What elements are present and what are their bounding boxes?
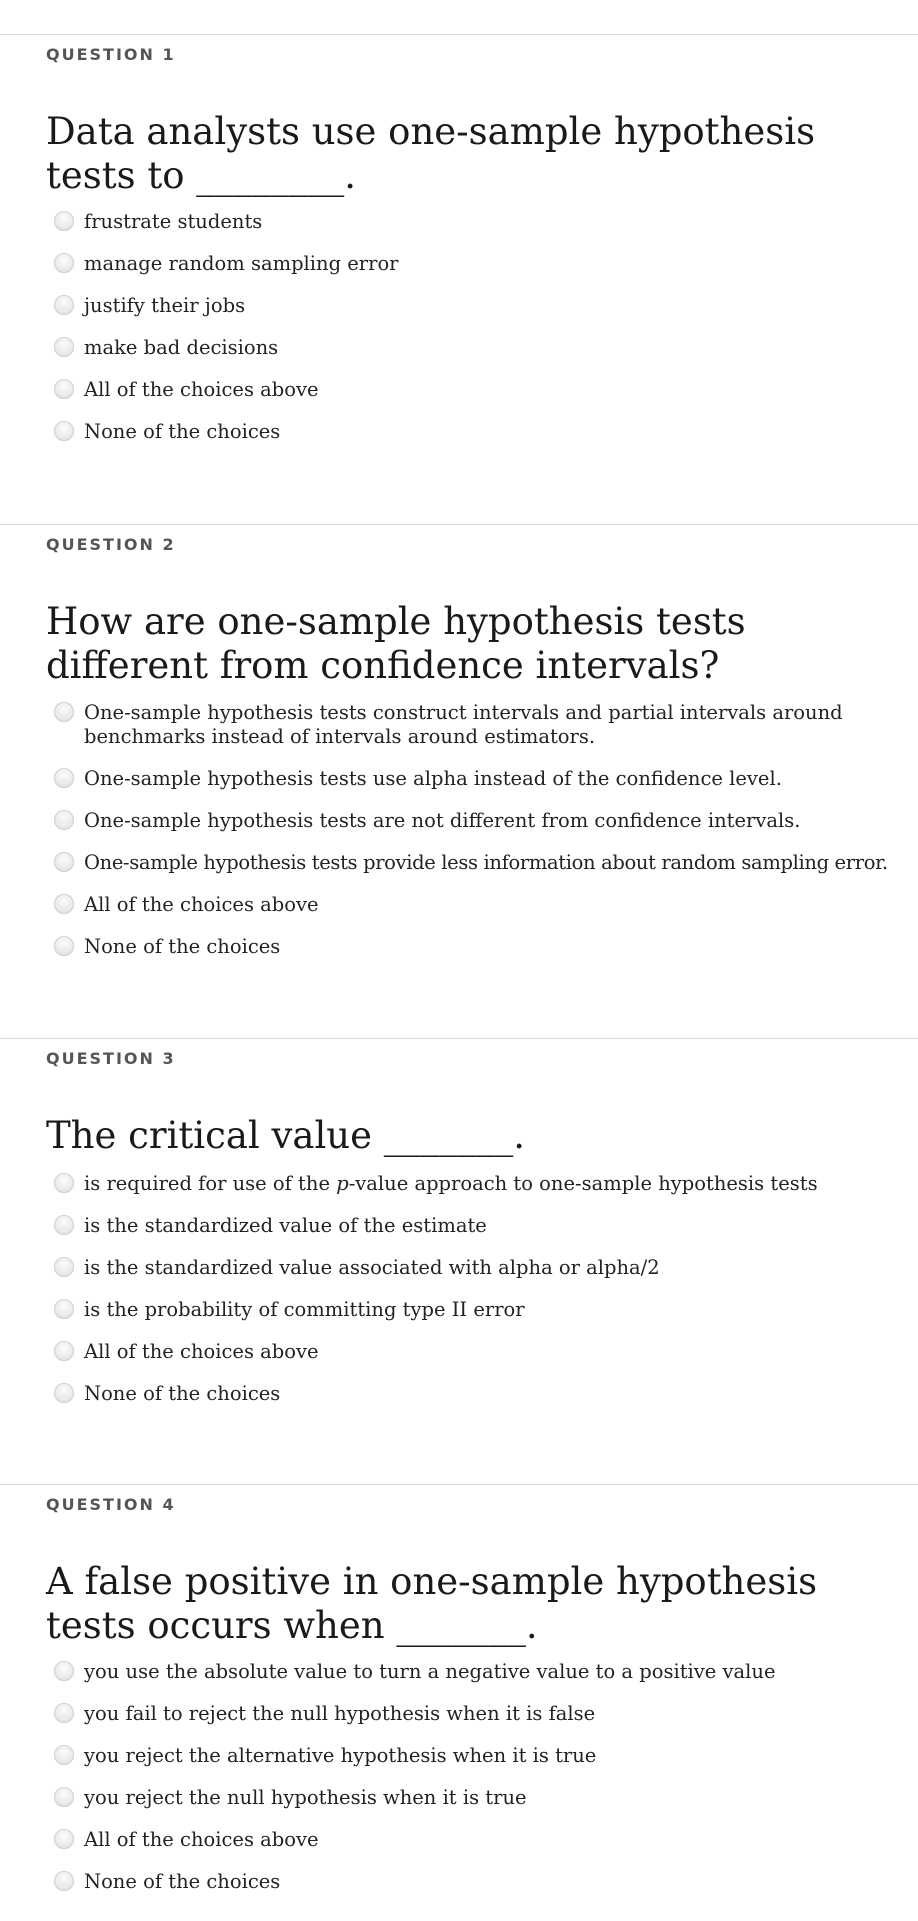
choice-label: justify their jobs xyxy=(84,294,246,317)
question-label: QUESTION 1 xyxy=(46,45,176,64)
choice-label: None of the choices xyxy=(84,1870,281,1893)
choice-label: One-sample hypothesis tests are not different from confidence intervals. xyxy=(84,809,801,832)
radio-button[interactable] xyxy=(54,852,74,872)
question-label: QUESTION 3 xyxy=(46,1049,176,1068)
radio-button[interactable] xyxy=(54,379,74,399)
choice-label: you reject the alternative hypothesis when it is true xyxy=(84,1744,597,1767)
radio-button[interactable] xyxy=(54,253,74,273)
question-text: How are one-sample hypothesis tests different from confidence intervals? xyxy=(46,600,746,687)
question-label: QUESTION 2 xyxy=(46,535,176,554)
question-text: The critical value _______. xyxy=(46,1114,526,1157)
radio-button[interactable] xyxy=(54,936,74,956)
choice-label: you use the absolute value to turn a negative value to a positive value xyxy=(84,1660,776,1683)
radio-button[interactable] xyxy=(54,1661,74,1681)
radio-button[interactable] xyxy=(54,768,74,788)
choice-label: you reject the null hypothesis when it is true xyxy=(84,1786,527,1809)
choice-label-start: is required for use of the xyxy=(84,1172,337,1195)
choice-label: frustrate students xyxy=(84,210,263,233)
choice-label: All of the choices above xyxy=(84,378,319,401)
question-text: Data analysts use one-sample hypothesis tests to ________. xyxy=(46,110,816,197)
radio-button[interactable] xyxy=(54,1215,74,1235)
radio-button[interactable] xyxy=(54,1173,74,1193)
radio-button[interactable] xyxy=(54,1703,74,1723)
question-1 xyxy=(0,34,918,525)
radio-button[interactable] xyxy=(54,295,74,315)
choice-label: One-sample hypothesis tests construct intervals and partial intervals around benchmarks instead of intervals around estimators. xyxy=(84,701,843,748)
choice-label: All of the choices above xyxy=(84,1828,319,1851)
radio-button[interactable] xyxy=(54,810,74,830)
radio-button[interactable] xyxy=(54,211,74,231)
radio-button[interactable] xyxy=(54,1829,74,1849)
choice-label-end: -value approach to one-sample hypothesis tests xyxy=(348,1172,818,1195)
choice-label: make bad decisions xyxy=(84,336,279,359)
choice-label-italic: p xyxy=(336,1172,349,1195)
question-4 xyxy=(0,1484,918,1921)
radio-button[interactable] xyxy=(54,337,74,357)
radio-button[interactable] xyxy=(54,1341,74,1361)
question-text: A false positive in one-sample hypothesis tests occurs when _______. xyxy=(46,1560,818,1647)
choice-label: All of the choices above xyxy=(84,1340,319,1363)
radio-button[interactable] xyxy=(54,1257,74,1277)
radio-button[interactable] xyxy=(54,702,74,722)
choice-label: All of the choices above xyxy=(84,893,319,916)
radio-button[interactable] xyxy=(54,1383,74,1403)
radio-button[interactable] xyxy=(54,421,74,441)
radio-button[interactable] xyxy=(54,1745,74,1765)
question-3 xyxy=(0,1038,918,1485)
radio-button[interactable] xyxy=(54,1299,74,1319)
choice-label xyxy=(84,1172,906,1196)
choice-label: One-sample hypothesis tests provide less information about random sampling error. xyxy=(84,851,888,874)
radio-button[interactable] xyxy=(54,1787,74,1807)
choice-label: None of the choices xyxy=(84,1382,281,1405)
choice-label: is the standardized value of the estimate xyxy=(84,1214,487,1237)
radio-button[interactable] xyxy=(54,1871,74,1891)
question-2 xyxy=(0,524,918,1039)
choice-label: None of the choices xyxy=(84,935,281,958)
choice-label: None of the choices xyxy=(84,420,281,443)
radio-button[interactable] xyxy=(54,894,74,914)
choice-label: you fail to reject the null hypothesis when it is false xyxy=(84,1702,596,1725)
choice-label: One-sample hypothesis tests use alpha instead of the confidence level. xyxy=(84,767,782,790)
choice-label: is the standardized value associated with alpha or alpha/2 xyxy=(84,1256,660,1279)
choice-label: manage random sampling error xyxy=(84,252,399,275)
choice-label: is the probability of committing type II error xyxy=(84,1298,525,1321)
question-label: QUESTION 4 xyxy=(46,1495,176,1514)
